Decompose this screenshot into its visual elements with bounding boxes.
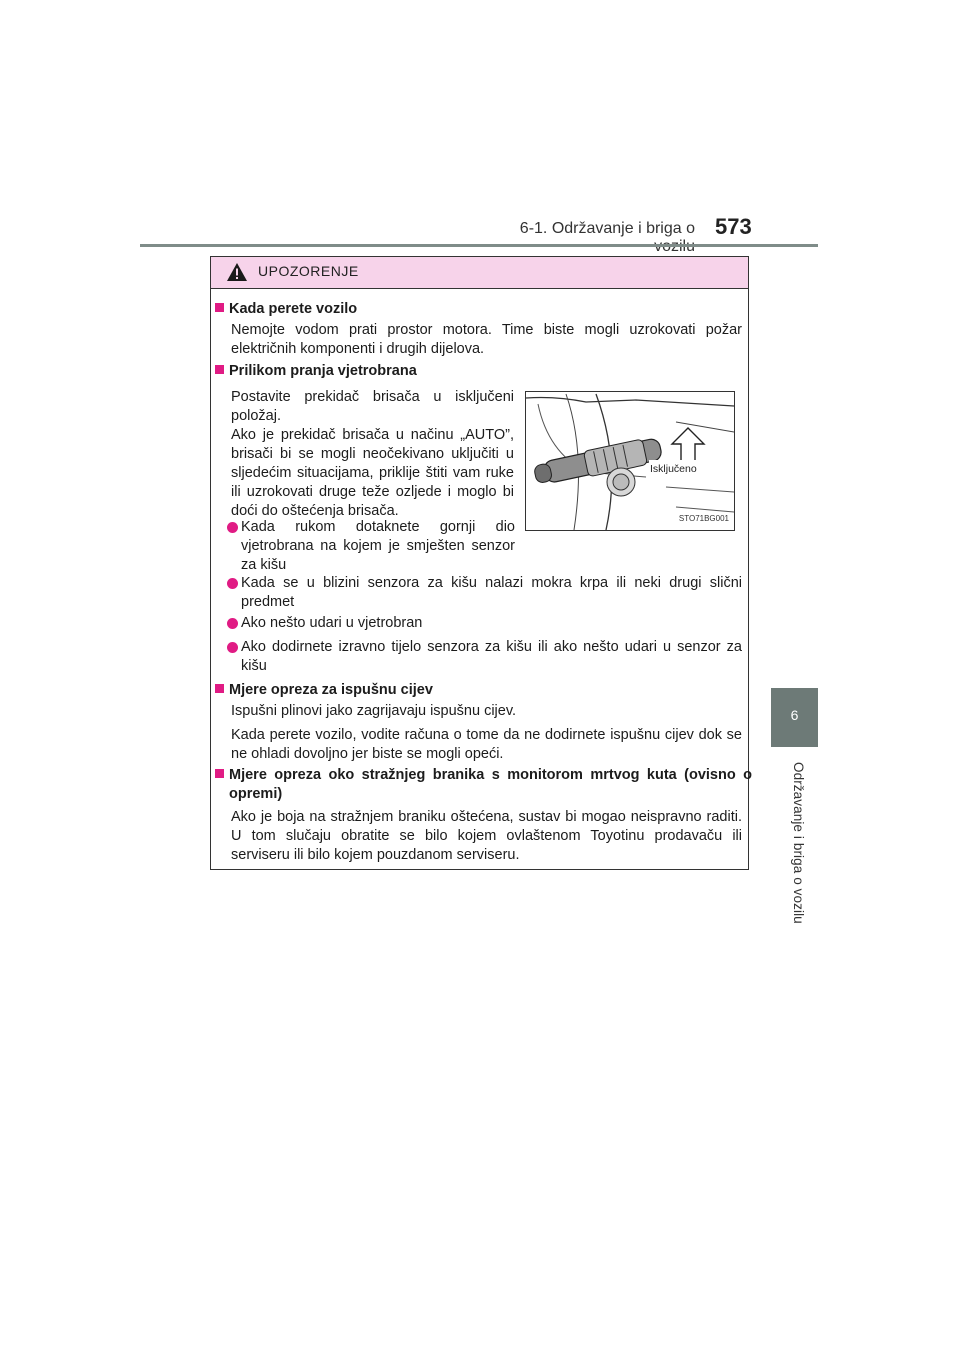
section-text-windshield-auto: Ako je prekidač brisača u načinu „AUTO”, brisači bi se mogli neočekivano uključiti u sljedećim situacijama, priklije štiti vam ruke ili uzrokovati druge teže ozljede i moglo bi doći do oštećenja brisača. [231,427,514,519]
square-bullet-icon [215,303,224,312]
list-item: Ako dodirnete izravno tijelo senzora za kišu ili ako nešto udari u senzor za kišu [227,638,742,676]
header-section-title: 6-1. Održavanje i briga o [519,220,695,237]
section-text-windshield: Postavite prekidač brisača u isključeni položaj. [231,389,514,424]
warning-box [210,256,752,870]
list-item: Ako nešto udari u vjetrobran [227,614,742,633]
warning-title: UPOZORENJE [258,263,359,279]
section-text-exhaust: Ispušni plinovi jako zagrijavaju ispušnu cijev. [231,703,517,719]
round-bullet-icon [227,578,238,589]
section-heading-windshield: Prilikom pranja vjetrobrana [215,362,417,381]
chapter-label: Održavanje i briga o vozilu [791,762,806,924]
section-heading-bumper: Mjere opreza oko stražnjeg branika s monitorom mrtvog kuta (ovisno o opremi) [215,766,752,804]
warning-triangle-icon [226,262,248,282]
square-bullet-icon [215,684,224,693]
page-number: 573 [715,214,752,239]
section-text-washing: Nemojte vodom prati prostor motora. Time biste mogli uzrokovati požar električnih komponenti i drugih dijelova. [231,322,742,357]
chapter-tab: 6 [771,688,818,747]
section-text-bumper: Ako je boja na stražnjem braniku oštećena, sustav bi mogao neispravno raditi. U tom slučaju obratite se bilo kojem ovlaštenom Toyotinu prodavaču ili serviseru ili bilo kojem pouzdanom serviseru. [231,809,742,863]
figure-callout-off: Isključeno [649,460,698,479]
section-heading-exhaust: Mjere opreza za ispušnu cijev [215,681,433,700]
figure-code: STO71BG001 [678,514,729,523]
round-bullet-icon [227,642,238,653]
round-bullet-icon [227,618,238,629]
section-text-exhaust-washing: Kada perete vozilo, vodite računa o tome da ne dodirnete ispušnu cijev dok se ne ohladi dovoljno jer biste se mogli opeći. [231,727,742,762]
square-bullet-icon [215,365,224,374]
header-rule [140,244,818,247]
square-bullet-icon [215,769,224,778]
wiper-switch-figure [525,391,735,531]
list-item: Kada se u blizini senzora za kišu nalazi mokra krpa ili neki drugi slični predmet [227,574,742,612]
round-bullet-icon [227,522,238,533]
warning-header [211,257,748,289]
section-heading-washing: Kada perete vozilo [215,300,357,319]
list-item: Kada rukom dotaknete gornji dio vjetrobrana na kojem je smješten senzor za kišu [227,518,515,575]
